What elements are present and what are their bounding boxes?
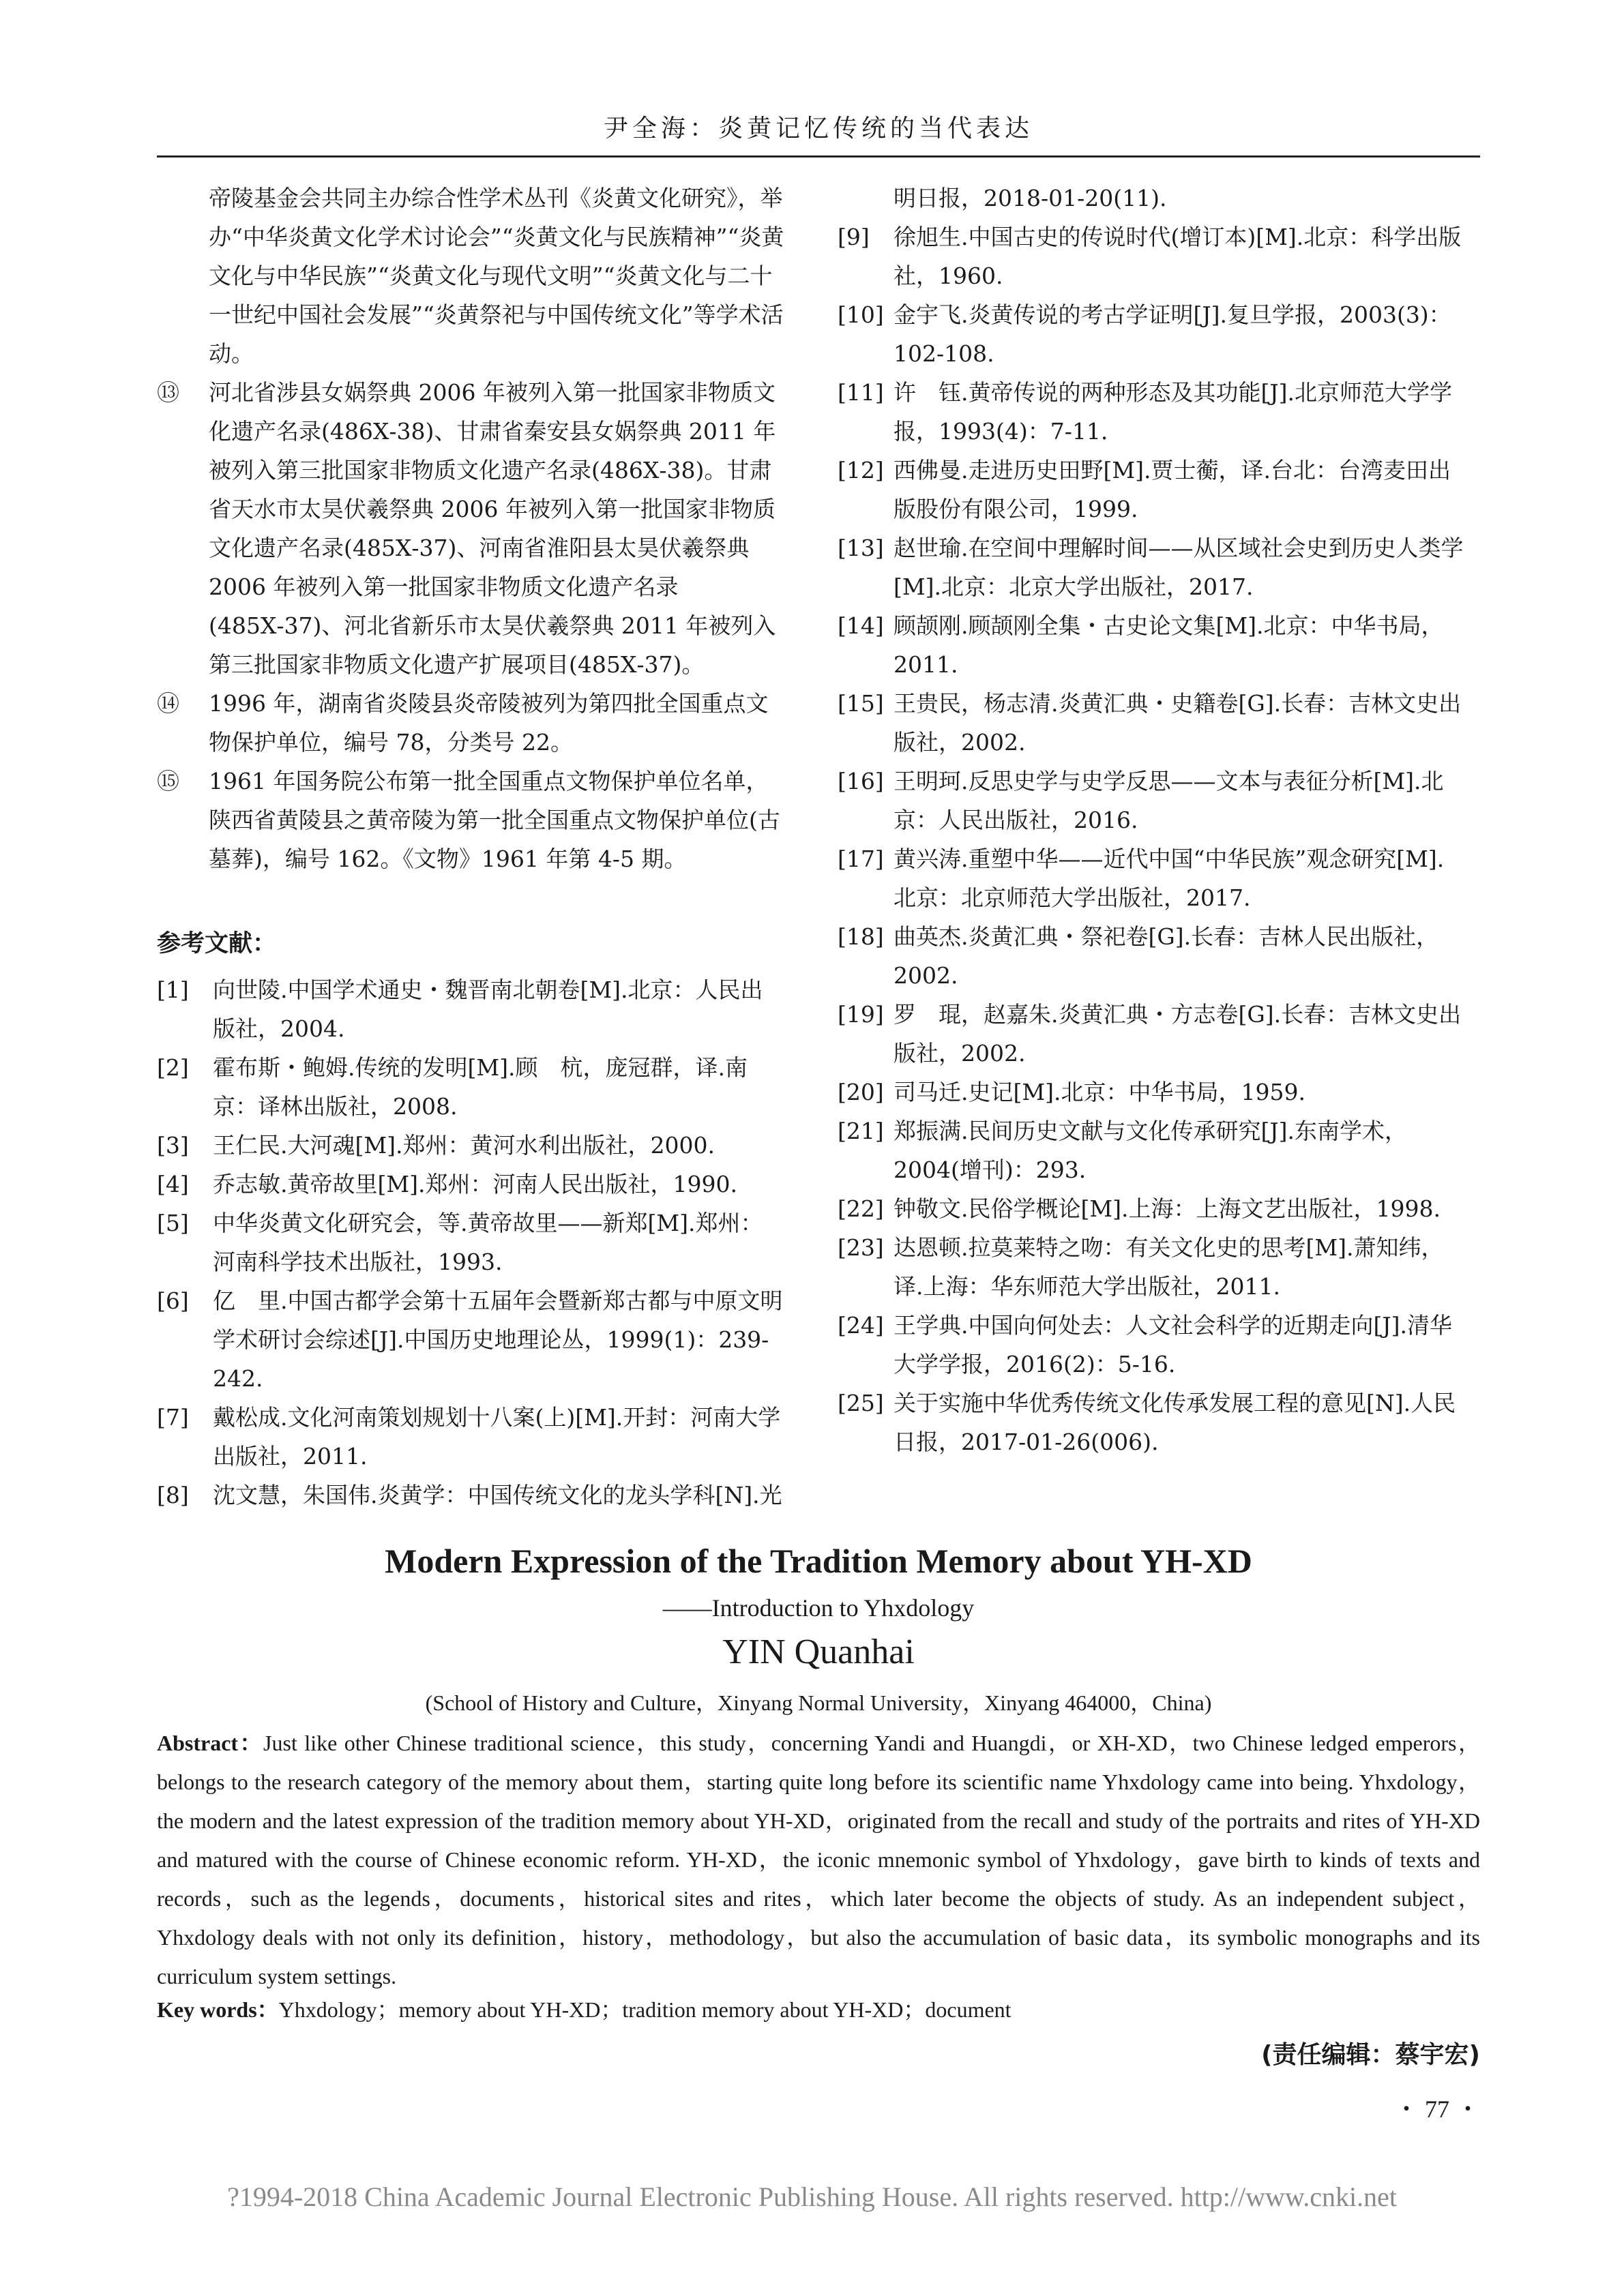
reference-number: [16] — [838, 768, 884, 794]
english-subtitle: ——Introduction to Yhxdology — [662, 1594, 975, 1622]
reference-text: 王学典.中国向何处去：人文社会科学的近期走向[J].清华大学学报，2016(2)：5-16. — [894, 1312, 1452, 1377]
reference-number: [2] — [157, 1054, 189, 1081]
reference-item — [157, 1126, 784, 1165]
footnote-text: 1996 年，湖南省炎陵县炎帝陵被列为第四批全国重点文物保护单位，编号 78，分类号 22。 — [209, 690, 769, 756]
reference-text: 赵世瑜.在空间中理解时间——从区域社会史到历史人类学[M].北京：北京大学出版社，2017. — [894, 535, 1464, 600]
reference-number: [25] — [838, 1390, 884, 1416]
reference-item — [838, 1112, 1465, 1189]
reference-item — [838, 1073, 1465, 1112]
footnote-mark: ⑬ — [157, 379, 179, 406]
reference-item — [838, 1228, 1465, 1306]
reference-item — [838, 451, 1465, 528]
references-heading: 参考文献： — [157, 930, 277, 957]
reference-text: 达恩顿.拉莫莱特之吻：有关文化史的思考[M].萧知纬，译.上海：华东师范大学出版社，2011. — [894, 1234, 1444, 1300]
reference-text: 钟敬文.民俗学概论[M].上海：上海文艺出版社，1998. — [894, 1195, 1441, 1222]
reference-item — [838, 1189, 1465, 1228]
reference-text: 乔志敏.黄帝故里[M].郑州：河南人民出版社，1990. — [213, 1171, 737, 1197]
reference-item — [157, 1476, 784, 1515]
footnote-text: 河北省涉县女娲祭典 2006 年被列入第一批国家非物质文化遗产名录(486Ⅹ-38)、甘肃省秦安县女娲祭典 2011 年被列入第三批国家非物质文化遗产名录(486Ⅹ-38)。甘肃省天水市太昊伏羲祭典 2006 年被列入第一批国家非物质文化遗产名录(485Ⅹ-37)、河南省淮阳县太昊伏羲祭典 2006 年被列入第一批国家非物质文化遗产名录(485Ⅹ-37)、河北省新乐市太昊伏羲祭典 2011 年被列入第三批国家非物质文化遗产扩展项目(485Ⅹ-37)。 — [209, 379, 776, 678]
reference-text: 王仁民.大河魂[M].郑州：黄河水利出版社，2000. — [213, 1132, 715, 1159]
reference-number: [22] — [838, 1195, 884, 1222]
reference-text: 王贵民，杨志清.炎黄汇典・史籍卷[G].长春：吉林文史出版社，2002. — [894, 690, 1462, 756]
copyright-line: ?1994-2018 China Academic Journal Electronic Publishing House. All rights reserved. http://www.cnki.net — [227, 2181, 1397, 2212]
reference-text: 霍布斯・鲍姆.传统的发明[M].顾 杭，庞冠群，译.南京：译林出版社，2008. — [213, 1054, 748, 1120]
responsible-editor: (责任编辑：蔡宇宏) — [1261, 2041, 1480, 2069]
reference-text: 向世陵.中国学术通史・魏晋南北朝卷[M].北京：人民出版社，2004. — [213, 976, 763, 1042]
abstract-label: Abstract： — [157, 1731, 264, 1755]
reference-item — [838, 917, 1465, 995]
reference-text: 戴松成.文化河南策划规划十八案(上)[M].开封：河南大学出版社，2011. — [213, 1404, 781, 1470]
reference-item — [157, 1281, 784, 1398]
reference-number: [5] — [157, 1210, 189, 1236]
footnote-15 — [157, 762, 784, 878]
reference-text: 郑振满.民间历史文献与文化传承研究[J].东南学术，2004(增刊)：293. — [894, 1118, 1407, 1183]
reference-number: [13] — [838, 535, 884, 561]
reference-number: [4] — [157, 1171, 189, 1197]
english-abstract — [157, 1724, 1480, 1996]
footnote-13 — [157, 373, 784, 684]
abstract-text: Just like other Chinese traditional science，this study，concerning Yandi and Huangdi，or XH-XD，two Chinese ledged emperors，belongs to the research category of the memory about them，starting quite long before its scientific name Yhxdology came into being. Yhxdology，the modern and the latest expression of the tradition memory about YH-XD，originated from the recall and study of the portraits and rites of YH-XD and matured with the course of Chinese economic reform. YH-XD，the iconic mnemonic symbol of Yhxdology，gave birth to kinds of texts and records，such as the legends，documents，historical sites and rites，which later become the objects of study. As an independent subject，Yhxdology deals with not only its definition，history，methodology，but also the accumulation of basic data，its symbolic monographs and its curriculum system settings. — [157, 1731, 1481, 1988]
reference-number: [9] — [838, 224, 870, 250]
reference-item — [838, 684, 1465, 762]
reference-number: [14] — [838, 612, 884, 639]
footnote-mark: ⑭ — [157, 690, 179, 717]
footnote-14 — [157, 684, 784, 762]
reference-text: 沈文慧，朱国伟.炎黄学：中国传统文化的龙头学科[N].光 — [213, 1482, 782, 1508]
reference-text: 亿 里.中国古都学会第十五届年会暨新郑古都与中原文明学术研讨会综述[J].中国历史地理论丛，1999(1)：239-242. — [213, 1287, 783, 1392]
reference-text: 罗 琨，赵嘉朱.炎黄汇典・方志卷[G].长春：吉林文史出版社，2002. — [894, 1001, 1462, 1067]
reference-text: 黄兴涛.重塑中华——近代中国“中华民族”观念研究[M].北京：北京师范大学出版社，2017. — [894, 846, 1445, 911]
reference-number: [12] — [838, 457, 884, 483]
reference-text: 西佛曼.走进历史田野[M].贾士蘅，译.台北：台湾麦田出版股份有限公司，1999. — [894, 457, 1451, 522]
reference-number: [19] — [838, 1001, 884, 1028]
reference-number: [6] — [157, 1287, 189, 1314]
reference-number: [24] — [838, 1312, 884, 1339]
reference-number: [1] — [157, 976, 189, 1003]
reference-item — [838, 218, 1465, 295]
english-author: YIN Quanhai — [722, 1632, 915, 1671]
reference-text: 顾颉刚.顾颉刚全集・古史论文集[M].北京：中华书局，2011. — [894, 612, 1444, 678]
reference-item — [838, 606, 1465, 684]
reference-item — [838, 995, 1465, 1073]
keywords-text: Yhxdology；memory about YH-XD；tradition memory about YH-XD；document — [278, 1997, 1012, 2022]
reference-text: 司马迁.史记[M].北京：中华书局，1959. — [894, 1079, 1305, 1105]
reference-number: [3] — [157, 1132, 189, 1159]
reference-number: [17] — [838, 846, 884, 872]
footnote-mark: ⑮ — [157, 768, 179, 794]
note-continuation: 帝陵基金会共同主办综合性学术丛刊《炎黄文化研究》，举办“中华炎黄文化学术讨论会”“炎黄文化与民族精神”“炎黄文化与中华民族”“炎黄文化与现代文明”“炎黄文化与二十一世纪中国社会发展”“炎黄祭祀与中国传统文化”等学术活动。 — [209, 185, 784, 367]
reference-number: [20] — [838, 1079, 884, 1105]
reference-text: 曲英杰.炎黄汇典・祭祀卷[G].长春：吉林人民出版社，2002. — [894, 923, 1439, 989]
right-column — [838, 179, 1465, 1461]
left-column — [157, 179, 784, 1515]
reference-item — [838, 528, 1465, 606]
reference-item — [838, 295, 1465, 373]
reference-item — [838, 762, 1465, 839]
reference-text: 徐旭生.中国古史的传说时代(增订本)[M].北京：科学出版社，1960. — [894, 224, 1462, 289]
reference-text: 金宇飞.炎黄传说的考古学证明[J].复旦学报，2003(3)：102-108. — [894, 301, 1451, 367]
running-title: 尹全海：炎黄记忆传统的当代表达 — [603, 115, 1033, 143]
reference-item — [157, 1204, 784, 1281]
reference-item — [157, 1048, 784, 1126]
reference-number: [8] — [157, 1482, 189, 1508]
reference-item — [838, 1384, 1465, 1461]
reference-item — [838, 373, 1465, 451]
reference-text: 中华炎黄文化研究会，等.黄帝故里——新郑[M].郑州：河南科学技术出版社，1993. — [213, 1210, 763, 1275]
reference-item — [157, 1398, 784, 1476]
reference-number: [15] — [838, 690, 884, 717]
reference-number: [21] — [838, 1118, 884, 1144]
reference-text: 许 钰.黄帝传说的两种形态及其功能[J].北京师范大学学报，1993(4)：7-11. — [894, 379, 1452, 445]
reference-number: [23] — [838, 1234, 884, 1261]
reference-number: [7] — [157, 1404, 189, 1431]
footnote-text: 1961 年国务院公布第一批全国重点文物保护单位名单，陕西省黄陵县之黄帝陵为第一批全国重点文物保护单位(古墓葬)，编号 162。《文物》1961 年第 4-5 期。 — [209, 768, 780, 872]
reference-number: [11] — [838, 379, 884, 406]
reference-text: 王明珂.反思史学与史学反思——文本与表征分析[M].北京：人民出版社，2016. — [894, 768, 1444, 833]
header-rule — [157, 155, 1480, 158]
keywords-label: Key words： — [157, 1997, 279, 2022]
reference-continuation: 明日报，2018-01-20(11). — [894, 185, 1167, 211]
reference-item — [157, 1165, 784, 1204]
reference-number: [18] — [838, 923, 884, 950]
reference-number: [10] — [838, 301, 884, 328]
english-affiliation: (School of History and Culture，Xinyang Normal University，Xinyang 464000，China) — [425, 1690, 1212, 1715]
reference-item — [157, 970, 784, 1048]
english-keywords — [157, 1993, 1480, 2024]
english-title: Modern Expression of the Tradition Memory about YH-XD — [385, 1542, 1252, 1580]
page-number: ・ 77 ・ — [1393, 2096, 1480, 2123]
reference-item — [838, 839, 1465, 917]
reference-item — [838, 1306, 1465, 1384]
reference-text: 关于实施中华优秀传统文化传承发展工程的意见[N].人民日报，2017-01-26(006). — [894, 1390, 1456, 1455]
